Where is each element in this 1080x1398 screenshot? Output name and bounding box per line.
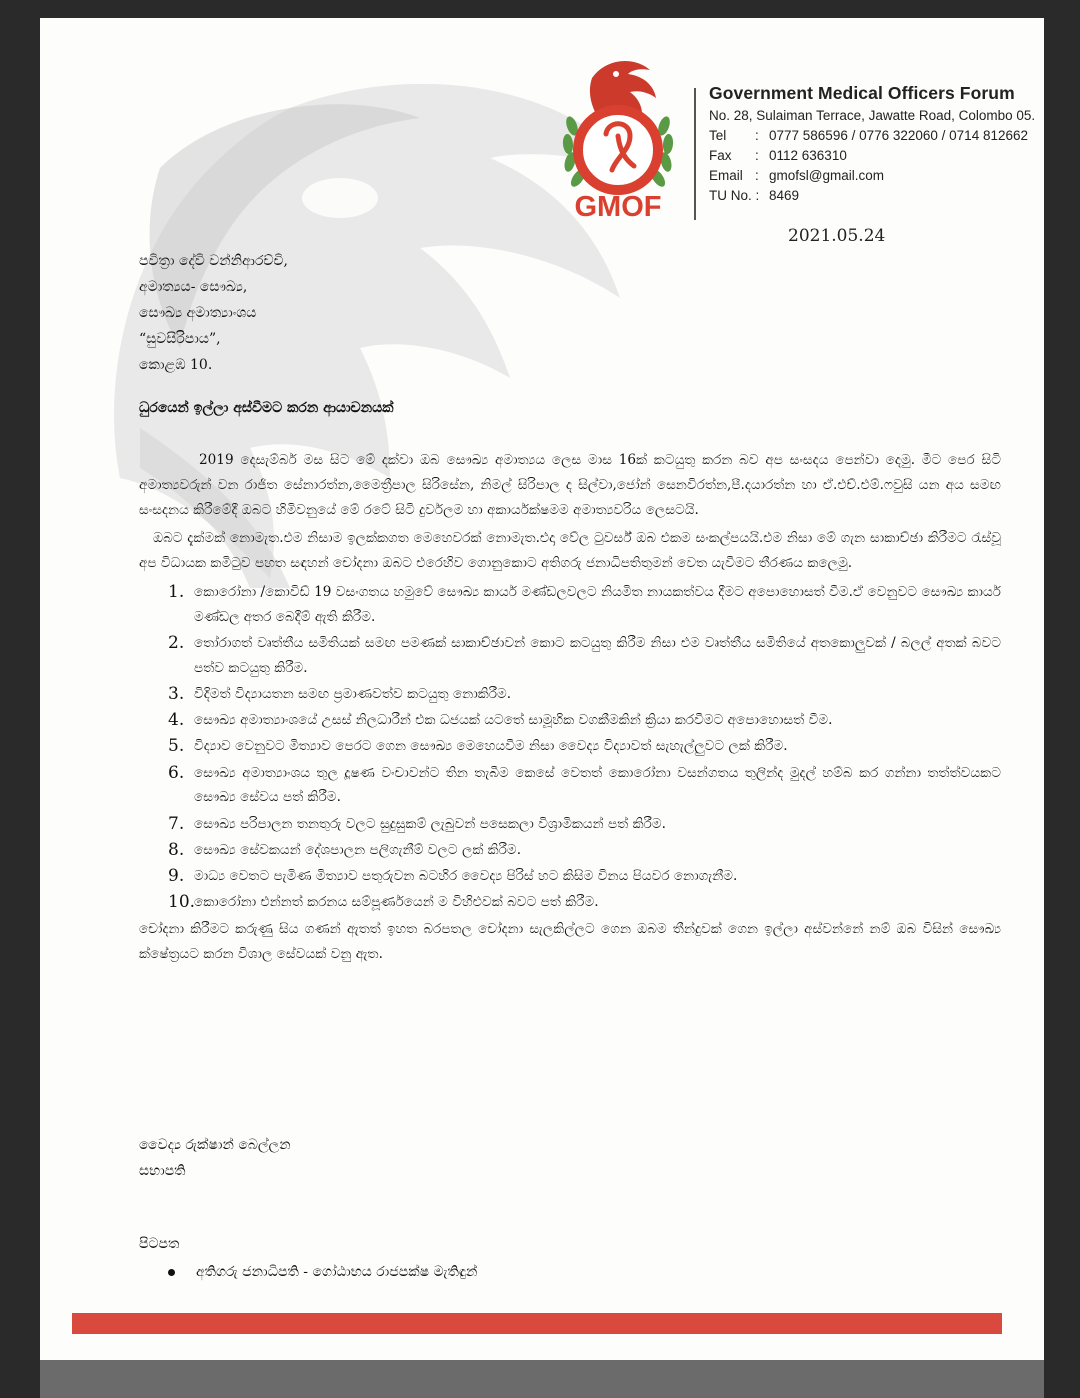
contact-value: 0112 636310 xyxy=(769,148,847,163)
item-text: කොරෝනා එන්නත් කරනය සම්පූර්ණයෙන් ම විහිළුවක් බවට පත් කිරීම. xyxy=(194,894,599,911)
item-number: 3. xyxy=(168,683,185,704)
list-item xyxy=(139,890,1001,915)
contact-value: gmofsl@gmail.com xyxy=(769,168,884,183)
signer-title: සභාපති xyxy=(139,1163,186,1179)
recipient-line: පවිත්‍රා දේවි වන්නිආරච්චි, xyxy=(139,253,288,269)
contact-label: Tel xyxy=(709,128,727,143)
contact-label: Email xyxy=(709,168,743,183)
item-number: 6. xyxy=(168,762,185,783)
item-number: 8. xyxy=(168,839,185,860)
contact-tel xyxy=(709,126,1044,146)
paragraph-decision: ඔබට දැක්මක් නොමැත.එම නිසාම ඉලක්කගත මෙහෙවරක් නොමැත.එදා වේල ටුවර්ස් ඔබ එකම සංකල්පයයි.එම නිසා මේ ගැන සාකාච්ඡා කිරීමට රැස්වූ අප විධායක කමිටුව පහත සඳහන් චෝදනා ඔබට එරෙහිව ගොනුකොට අතිගරු ජනාධිපතිතුමන් වෙත යැවීමට තීරණය කලෙමු. xyxy=(139,530,1001,572)
list-item xyxy=(139,734,1001,759)
item-text: විදිමත් විද්‍යායතන සමඟ ප්‍රමාණවත්ව කටයුතු නොකිරීම. xyxy=(194,685,512,702)
item-number: 9. xyxy=(168,865,185,886)
letter-body xyxy=(139,448,1001,966)
footer-red-bar xyxy=(72,1313,1002,1334)
item-number: 1. xyxy=(168,581,185,602)
scan-bottom-edge xyxy=(40,1360,1044,1398)
contact-fax xyxy=(709,146,1044,166)
item-number: 10. xyxy=(168,892,196,913)
contact-value: 0777 586596 / 0776 322060 / 0714 812662 xyxy=(769,128,1028,143)
recipient-line: “සුවසිරිපාය”, xyxy=(139,331,221,347)
recipient-line: අමාත්‍යය- සෞඛ්‍ය, xyxy=(139,279,248,295)
item-text: තෝරාගත් වෘත්තීය සමිතියක් සමඟ පමණක් සාකාච්ඡාවන් කොට කටයුතු කිරීම නිසා එම වෘත්තීය සමිතියේ අතකොලුවක් / බලල් අතක් බවට පත්ව කටයුතු කිරීම. xyxy=(194,634,1001,676)
list-item xyxy=(139,580,1001,630)
item-text: සෞඛ්‍ය පරිපාලන තනතුරු වලට සුදුසුකම් ලැබුවන් පසෙකලා විශ්‍රාමිකයන් පත් කිරීම. xyxy=(194,815,666,832)
copy-label: පිටපත xyxy=(139,1236,180,1252)
item-text: සෞඛ්‍ය අමාත්‍යාංශය තුල දූෂණ වංචාවන්ට තින තැබීම කෙසේ වෙතත් කොරෝනා වසන්ගතය තුලින්ද මුදල් හම්බ කර ගන්නා තත්ත්වයකට සෞඛ්‍ය සේවය පත් කිරීම. xyxy=(194,764,1001,806)
org-name: Government Medical Officers Forum xyxy=(709,83,1015,103)
contact-sep: : xyxy=(755,128,759,143)
charges-list xyxy=(139,580,1001,915)
item-number: 2. xyxy=(168,632,185,653)
item-text: සෞඛ්‍ය සේවකයන් දේශපාලන පලිගැනීම් වලට ලක් කිරීම. xyxy=(194,841,522,858)
gmof-logo-icon xyxy=(556,40,680,222)
list-item xyxy=(139,708,1001,733)
contact-sep: : xyxy=(755,168,759,183)
signature-block xyxy=(139,1132,291,1184)
letter-subject: ධුරයෙන් ඉල්ලා අස්වීමට කරන ආයාචනයක් xyxy=(139,400,394,416)
list-item xyxy=(139,838,1001,863)
list-item xyxy=(139,761,1001,811)
item-number: 4. xyxy=(168,710,185,731)
copy-recipient: අතිගරු ජනාධිපති - ගෝඨාභය රාජපක්ෂ මැතිඳුන් xyxy=(196,1264,478,1280)
recipient-address xyxy=(139,248,288,378)
contact-label: TU No. : xyxy=(709,188,760,203)
list-item xyxy=(139,812,1001,837)
contact-label: Fax xyxy=(709,148,732,163)
list-item xyxy=(139,864,1001,889)
list-item xyxy=(139,631,1001,681)
item-number: 5. xyxy=(168,736,185,757)
org-info xyxy=(709,82,1044,206)
contact-sep: : xyxy=(755,148,759,163)
bullet-icon xyxy=(168,1269,175,1276)
item-number: 7. xyxy=(168,813,185,834)
item-text: විද්‍යාව වෙනුවට මිත්‍යාව පෙරට ගෙන සෞඛ්‍ය මෙහෙයවීම නිසා වෛද්‍ය විද්‍යාවත් සැහැල්ලුවට ලක් කිරීම. xyxy=(194,738,788,755)
contact-email xyxy=(709,166,1044,186)
item-text: සෞඛ්‍ය අමාත්‍යාංශයේ උසස් නිලධාරීන් එක ධජයක් යටතේ සාමූහික වගකීමකින් ක්‍රියා කරවීමට අපොහොසත් වීම. xyxy=(194,712,833,729)
copy-item xyxy=(168,1264,477,1280)
letter-date: 2021.05.24 xyxy=(788,226,886,246)
header-divider xyxy=(694,88,696,220)
org-address: No. 28, Sulaiman Terrace, Jawatte Road, Colombo 05. xyxy=(709,108,1036,123)
signer-name: වෛද්‍ය රුක්ෂාන් බෙල්ලන xyxy=(139,1137,291,1153)
item-text: මාධ්‍ය වෙතට පැමිණ මිත්‍යාව පතුරුවන බටහිර වෛද්‍ය පිරිස් හට කිසිම විනය පියවර නොගැනීම. xyxy=(194,867,738,884)
logo-text: GMOF xyxy=(574,191,662,222)
contact-value: 8469 xyxy=(769,188,800,203)
item-text: කොරෝනා /කොවිඩ් 19 වසංගතය හමුවේ සෞඛ්‍ය කාර්ය මණ්ඩලවලට නියමිත නායකත්වය දීමට අපොහොසත් වීම.ඒ වෙනුවට සෞඛ්‍ය කාර්ය මණ්ඩල අතර බෙදීම් ඇති කිරීම. xyxy=(194,583,1001,625)
list-item xyxy=(139,682,1001,707)
paragraph-closing: චෝදනා කිරීමට කරුණු සිය ගණන් ඇතත් ඉහත බරපතල චෝදනා සැලකිල්ලට ගෙන ඔබම තීන්දුවක් ගෙන ඉල්ලා අස්වන්නේ නම් ඔබ විසින් සෞඛ්‍ය ක්ෂේත්‍රයට කරන විශාල සේවයක් වනු ඇත. xyxy=(139,920,1001,962)
recipient-line: කොළඹ 10. xyxy=(139,357,213,373)
contact-tu xyxy=(709,186,1044,206)
paragraph-intro: 2019 දෙසැම්බර් මස සිට මේ දක්වා ඔබ සෞඛ්‍ය අමාත්‍යය ලෙස මාස 16ක් කටයුතු කරන බව අප සංසදය පෙන්වා දෙමු. මීට පෙර සිටි අමාත්‍යවරුන් වන රාජිත සේනාරත්න,මෛත්‍රීපාල සිරිසේන, නිමල් සිරිපාල ද සිල්වා,ජෝන් සෙනවිරත්න,පී.දයාරත්න හා ඒ.එච්.එම්.ෆවුසි යන අය සමඟ සංසදනය කිරීමේදී ඔබට හිමිවනුයේ මේ රටේ සිටි දුර්වලම හා අකාර්යක්ෂමම අමාත්‍යවරිය ලෙසටයි. xyxy=(139,452,1001,518)
recipient-line: සෞඛ්‍ය අමාත්‍යාංශය xyxy=(139,305,257,321)
